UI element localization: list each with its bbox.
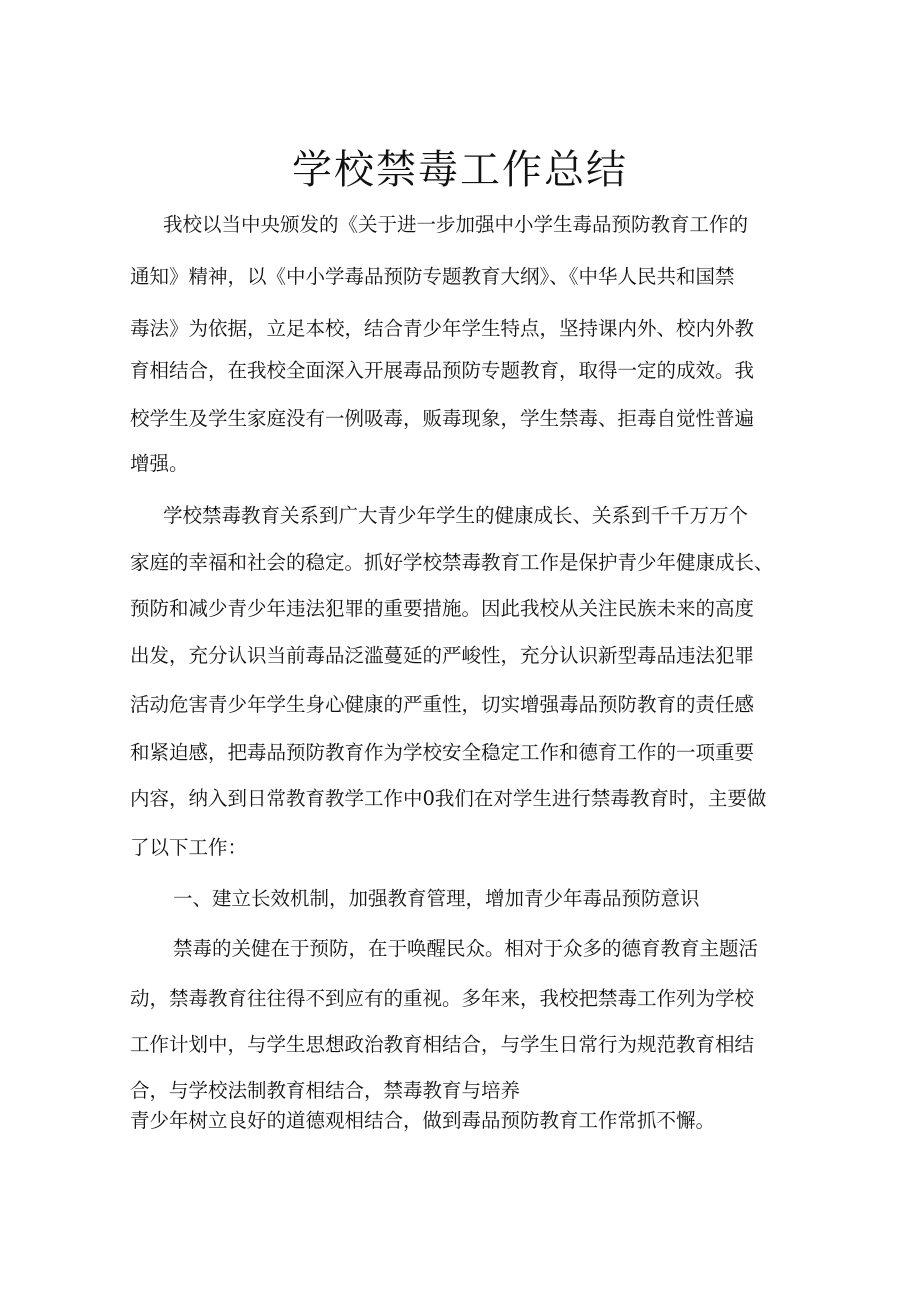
body-line: 活动危害青少年学生身心健康的严重性，切实增强毒品预防教育的责任感	[130, 693, 755, 716]
body-line: 和紧迫感，把毒品预防教育作为学校安全稳定工作和德育工作的一项重要	[130, 741, 755, 764]
body-line: 内容，纳入到日常教育教学工作中0我们在对学生进行禁毒教育时，主要做	[130, 787, 767, 810]
body-line: 动，禁毒教育往往得不到应有的重视。多年来，我校把禁毒工作列为学校	[130, 987, 755, 1010]
body-line: 合，与学校法制教育相结合，禁毒教育与培养	[130, 1079, 521, 1102]
body-line: 毒法》为依据，立足本校，结合青少年学生特点，坚持课内外、校内外教	[130, 317, 755, 340]
body-line: 预防和减少青少年违法犯罪的重要措施。因此我校从关注民族未来的高度	[130, 597, 755, 620]
body-line: 青少年树立良好的道德观相结合，做到毒品预防教育工作常抓不懈。	[130, 1109, 716, 1132]
body-line: 学校禁毒教育关系到广大青少年学生的健康成长、关系到千千万万个	[163, 504, 749, 527]
body-line: 禁毒的关健在于预防，在于唤醒民众。相对于众多的德育教育主题活	[173, 937, 759, 960]
body-line: 育相结合，在我校全面深入开展毒品预防专题教育，取得一定的成效。我	[130, 359, 755, 382]
body-line: 通知》精神，以《中小学毒品预防专题教育大纲》、《中华人民共和国禁	[130, 265, 735, 288]
body-line: 校学生及学生家庭没有一例吸毒，贩毒现象，学生禁毒、拒毒自觉性普遍	[130, 407, 755, 430]
section-heading: 一、建立长效机制，加强教育管理，增加青少年毒品预防意识	[173, 887, 700, 910]
body-line: 了以下工作：	[130, 836, 248, 859]
body-line: 出发，充分认识当前毒品泛滥蔓延的严峻性，充分认识新型毒品违法犯罪	[130, 644, 755, 667]
body-line: 家庭的幸福和社会的稳定。抓好学校禁毒教育工作是保护青少年健康成长、	[130, 551, 774, 574]
body-line: 增强。	[130, 452, 189, 475]
body-line: 我校以当中央颁发的《关于进一步加强中小学生毒品预防教育工作的	[163, 213, 749, 236]
body-line: 工作计划中，与学生思想政治教育相结合，与学生日常行为规范教育相结	[130, 1033, 755, 1056]
document-title: 学校禁毒工作总结	[292, 147, 628, 193]
